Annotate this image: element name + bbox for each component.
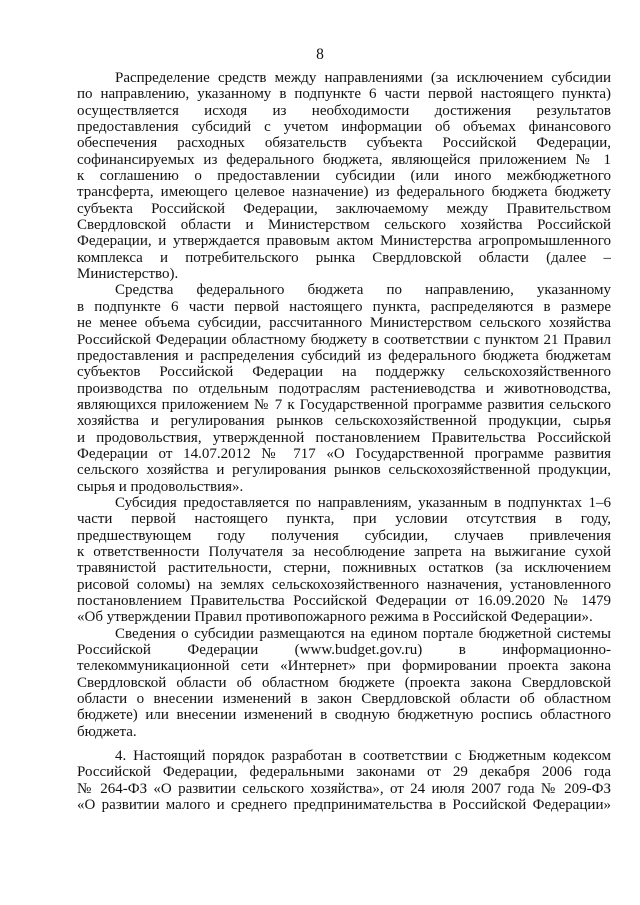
text-line: к ответственности Получателя за несоблюдение запрета на выжигание сухой [77, 543, 611, 560]
text-line: постановлением Правительства Российской Федерации от 16.09.2020 № 1479 [77, 593, 611, 609]
text-line: комплекса и потребительского рынка Свердловской области (далее – [77, 249, 611, 266]
text-line: сырья и продовольствия». [77, 478, 244, 495]
text-line: «О развитии малого и среднего предпринимательства в Российской Федерации» [77, 797, 611, 814]
text-line: части первой настоящего пункта, при условии отсутствия в году, [77, 511, 611, 528]
text-line: Российской Федерации (www.budget.gov.ru) в информационно- [77, 642, 611, 659]
paragraph-item-4 [77, 748, 611, 813]
text-line: Свердловской области об областном бюджете (проекта закона Свердловской [77, 674, 611, 691]
paragraph-subsidy-conditions [77, 495, 611, 626]
text-line: Свердловской области и Министерством сельского хозяйства Российской [77, 217, 611, 234]
text-line: трансферта, имеющего целевое назначение) из федерального бюджета бюджету [77, 184, 611, 201]
text-line: предоставления и распределения субсидий из федерального бюджета бюджетам [77, 347, 611, 364]
text-line: Министерство). [77, 266, 179, 283]
text-line: Сведения о субсидии размещаются на едином портале бюджетной системы [115, 625, 611, 642]
text-line: Средства федерального бюджета по направлению, указанному [115, 282, 611, 299]
paragraph-federal-funds [77, 282, 611, 494]
text-line: рисовой соломы) на землях сельскохозяйственного назначения, установленного [77, 576, 611, 593]
text-line: Российской Федерации, федеральными законами от 29 декабря 2006 года [77, 764, 611, 781]
text-line: и продовольствия, утвержденной постановлением Правительства Российской [77, 429, 611, 446]
text-line: не менее объема субсидии, рассчитанного Министерством сельского хозяйства [77, 315, 611, 332]
text-line: 4. Настоящий порядок разработан в соответствии с Бюджетным кодексом [115, 748, 611, 765]
text-line: Субсидия предоставляется по направлениям, указанным в подпунктах 1–6 [115, 494, 611, 511]
text-line: субъектов Российской Федерации на поддержку сельскохозяйственного [77, 364, 611, 381]
text-line: предшествующем году получения субсидии, случаев привлечения [77, 527, 611, 544]
text-line: хозяйства и регулирования рынков сельскохозяйственной продукции, сырья [77, 413, 611, 430]
text-line: производства по отдельным подотраслям растениеводства и животноводства, [77, 380, 611, 397]
text-line: осуществляется исходя из необходимости достижения результатов [77, 102, 611, 119]
text-line: софинансируемых из федерального бюджета, являющейся приложением № 1 [77, 151, 611, 168]
paragraph-portal-info [77, 626, 611, 740]
text-line: № 264-ФЗ «О развитии сельского хозяйства», от 24 июля 2007 года № 209-ФЗ [77, 780, 611, 797]
text-line: обеспечения расходных обязательств субъекта Российской Федерации, [77, 135, 611, 152]
text-line: субъекта Российской Федерации, заключаемому между Правительством [77, 200, 611, 217]
text-line: бюджета. [77, 723, 137, 740]
paragraph-distribution [77, 70, 611, 282]
text-line: к соглашению о предоставлении субсидии (или иного межбюджетного [77, 168, 611, 185]
text-line: бюджете) или внесении изменений в сводную бюджетную роспись областного [77, 707, 611, 724]
text-line: Федерации, и утверждается правовым актом Министерства агропромышленного [77, 233, 611, 250]
text-line: по направлению, указанному в подпункте 6 части первой настоящего пункта) [77, 86, 611, 103]
text-line: предоставления субсидий с учетом информации об объемах финансового [77, 119, 611, 136]
document-body [77, 70, 611, 813]
page-number: 8 [316, 46, 324, 63]
text-line: в подпункте 6 части первой настоящего пункта, распределяются в размере [77, 298, 611, 315]
text-line: травянистой растительности, стерни, пожнивных остатков (за исключением [77, 560, 611, 577]
text-line: Распределение средств между направлениями (за исключением субсидии [115, 70, 611, 86]
text-line: Федерации от 14.07.2012 № 717 «О Государственной программе развития [77, 445, 611, 462]
text-line: Российской Федерации областному бюджету в соответствии с пунктом 21 Правил [77, 331, 611, 348]
text-line: телекоммуникационной сети «Интернет» при формировании проекта закона [77, 658, 611, 675]
text-line: являющихся приложением № 7 к Государственной программе развития сельского [77, 396, 611, 413]
text-line: сельского хозяйства и регулирования рынков сельскохозяйственной продукции, [77, 462, 611, 479]
text-line: «Об утверждении Правил противопожарного режима в Российской Федерации». [77, 609, 593, 626]
text-line: области о внесении изменений в закон Свердловской области об областном [77, 691, 611, 708]
